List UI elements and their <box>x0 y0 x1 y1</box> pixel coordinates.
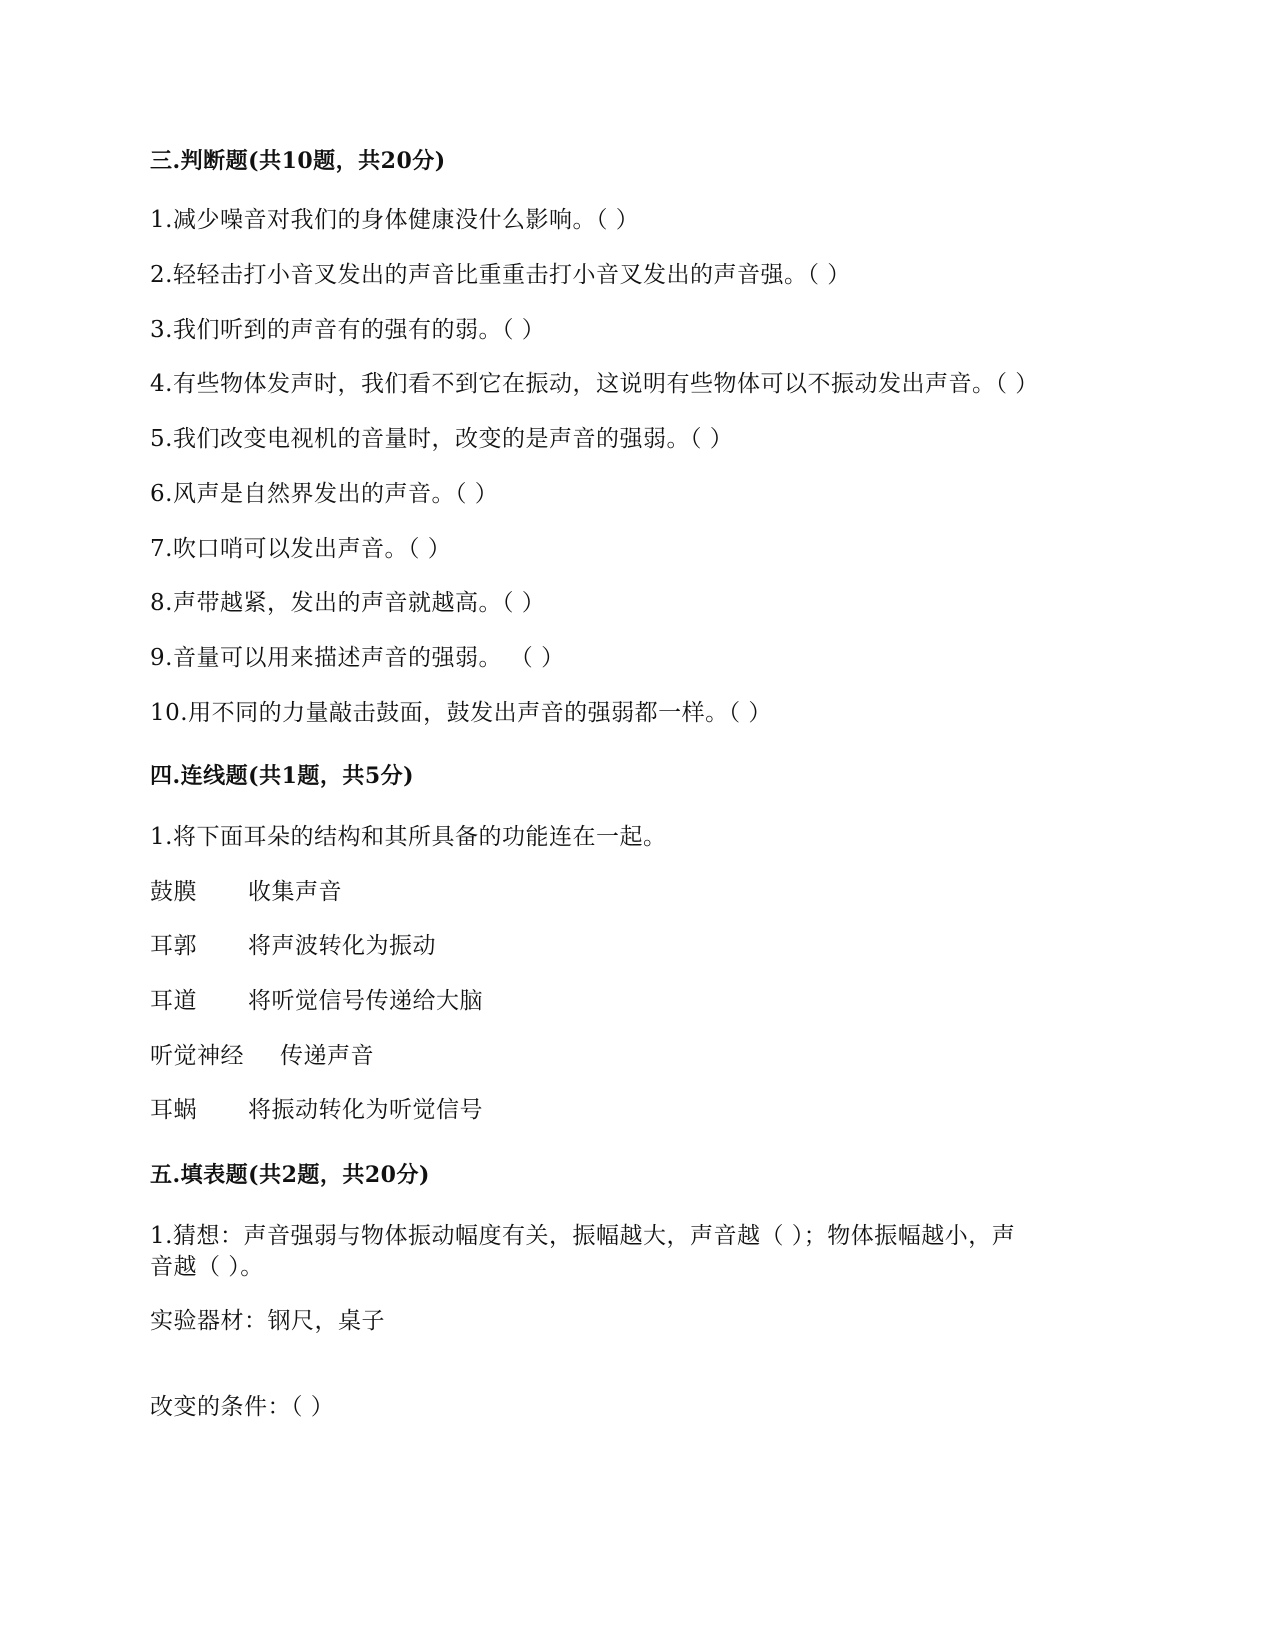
ear-part-function: 收集声音 <box>248 879 342 905</box>
changed-condition: 改变的条件：（ ） <box>150 1394 335 1420</box>
section3-heading: 三.判断题(共10题，共20分) <box>150 148 446 174</box>
ear-part-term: 鼓膜 <box>150 879 197 905</box>
judge-question-3: 3.我们听到的声音有的强有的弱。（ ） <box>150 317 546 343</box>
ear-part-term: 听觉神经 <box>150 1043 244 1069</box>
ear-part-term: 耳道 <box>150 988 197 1014</box>
judge-question-4: 4.有些物体发声时，我们看不到它在振动，这说明有些物体可以不振动发出声音。（ ） <box>150 371 1039 397</box>
ear-part-term: 耳蜗 <box>150 1097 197 1123</box>
ear-part-function: 传递声音 <box>280 1043 374 1069</box>
ear-part-function: 将振动转化为听觉信号 <box>248 1097 483 1123</box>
matching-pair <box>150 1041 374 1071</box>
experiment-materials: 实验器材：钢尺，桌子 <box>150 1308 385 1334</box>
matching-pair <box>150 877 342 907</box>
judge-question-7: 7.吹口哨可以发出声音。（ ） <box>150 536 452 562</box>
ear-part-function: 将听觉信号传递给大脑 <box>248 988 483 1014</box>
judge-question-9: 9.音量可以用来描述声音的强弱。 （ ） <box>150 645 565 671</box>
judge-question-2: 2.轻轻击打小音叉发出的声音比重重击打小音叉发出的声音强。（ ） <box>150 262 851 288</box>
judge-question-5: 5.我们改变电视机的音量时，改变的是声音的强弱。（ ） <box>150 426 734 452</box>
matching-pair <box>150 931 436 961</box>
judge-question-1: 1.减少噪音对我们的身体健康没什么影响。（ ） <box>150 207 640 233</box>
ear-part-term: 耳郭 <box>150 933 197 959</box>
judge-question-6: 6.风声是自然界发出的声音。（ ） <box>150 481 499 507</box>
matching-pair <box>150 1095 483 1125</box>
matching-question: 1.将下面耳朵的结构和其所具备的功能连在一起。 <box>150 824 667 850</box>
section4-heading: 四.连线题(共1题，共5分) <box>150 763 415 789</box>
fill-question-1-line1: 1.猜想：声音强弱与物体振动幅度有关，振幅越大，声音越（ ）；物体振幅越小，声 <box>150 1223 1016 1249</box>
fill-question-1-line2: 音越（ ）。 <box>150 1254 264 1280</box>
matching-pair <box>150 986 483 1016</box>
section5-heading: 五.填表题(共2题，共20分) <box>150 1162 430 1188</box>
judge-question-8: 8.声带越紧，发出的声音就越高。（ ） <box>150 590 546 616</box>
judge-question-10: 10.用不同的力量敲击鼓面，鼓发出声音的强弱都一样。（ ） <box>150 700 772 726</box>
ear-part-function: 将声波转化为振动 <box>248 933 436 959</box>
